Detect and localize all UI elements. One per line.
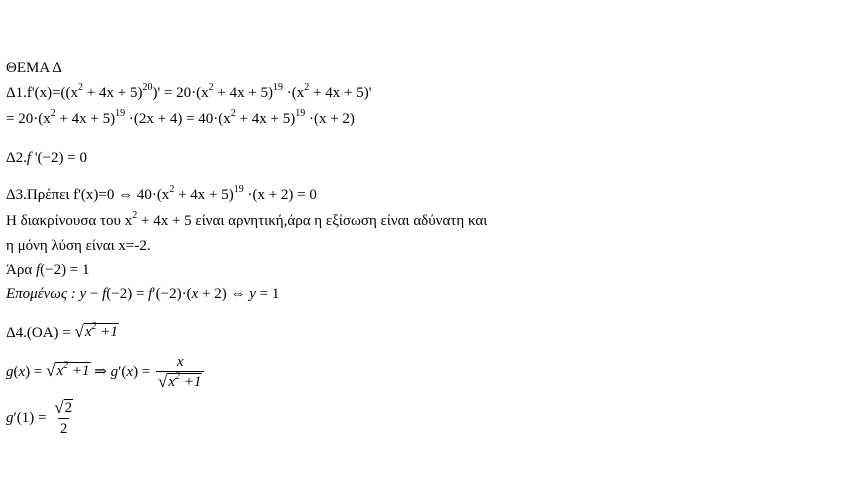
d4-line2-text: g(x) = √ $x^2 +1$ ⇒ g′(x) = x √ $x^2 +1$ [6,364,206,380]
d3-line3-text: η μόνη λύση είναι x=-2. [6,238,151,254]
d3-line5-text: Eπομένως : y − f(−2) = f′(−2)·(x + 2) ⇔ y = 1 [6,286,280,302]
d1-line1-text: $\Delta 1.f'(x)=((x^2 + 4x + 5)^{20})' = 20\cdot(x^2 + 4x + 5)^{19} \cdot(x^2 + 4x + 5)'$ [6,82,372,101]
d3-line4-text: Άρα f(−2) = 1 [6,262,90,278]
d1-line2 [6,110,355,128]
d3-line1-text: Δ3.Πρέπει f'(x)=0 ⇔ $40\cdot(x^2 + 4x + 5)^{19} \cdot(x + 2) = 0$ [6,184,317,203]
d3-line2 [6,212,487,230]
d4-line3-text: g′(1) = √ 2 2 [6,410,77,426]
d3-line2-text: Η διακρίνουσα του $x^2 + 4x + 5$ είναι αρνητική,άρα η εξίσωση είναι αδύνατη και [6,210,488,229]
d4-line2 [6,352,206,392]
d3-line1 [6,186,317,204]
d4-line1 [6,323,119,342]
d3-line5 [6,285,279,303]
d1-line1 [6,84,371,102]
page-title: ΘΕΜΑ Δ [6,60,62,76]
d4-line1-text: Δ4.(OA) = √ $x^2 +1$ [6,321,118,341]
result-fraction: √ 2 2 [54,398,73,438]
d3-line4 [6,261,90,279]
d4-line3 [6,398,77,438]
d1-line2-text: = $20\cdot(x^2 + 4x + 5)^{19} \cdot(2x + 4) = 40\cdot(x^2 + 4x + 5)^{19} \cdot(x + 2)$ [6,108,355,127]
d3-line3 [6,237,151,255]
derivative-fraction: x √ $x^2 +1$ [156,353,204,392]
d2-line [6,149,87,167]
d2-text: Δ2.f '(−2) = 0 [6,150,87,166]
